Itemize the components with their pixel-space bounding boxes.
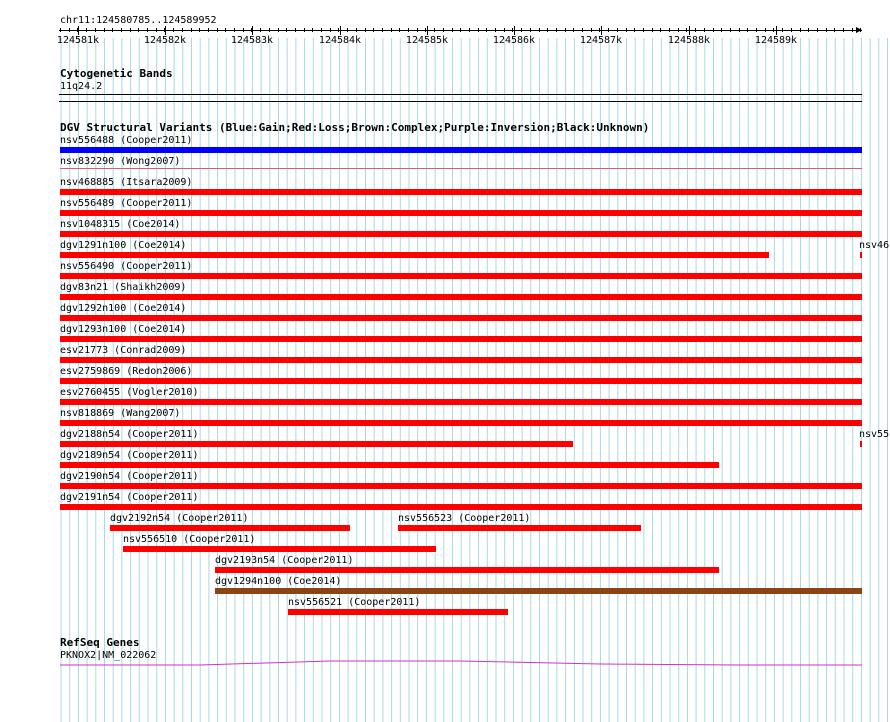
ruler-minor-tick [860, 28, 861, 32]
variant-bar[interactable] [60, 399, 862, 405]
ruler-tick-label: 124582k [143, 35, 187, 46]
ruler-minor-tick [556, 28, 557, 32]
ruler-minor-tick [512, 28, 513, 32]
cytoband-track-title[interactable]: Cytogenetic Bands [60, 67, 173, 80]
ruler-minor-tick [199, 28, 200, 32]
ruler-minor-tick [652, 28, 653, 32]
ruler-minor-tick [486, 28, 487, 32]
ruler-minor-tick [843, 28, 844, 32]
ruler-tick-label: 124581k [56, 35, 100, 46]
ruler-minor-tick [60, 28, 61, 32]
ruler-minor-tick [530, 28, 531, 32]
variant-bar[interactable] [60, 189, 862, 195]
ruler-minor-tick [617, 28, 618, 32]
ruler-minor-tick [417, 28, 418, 32]
variant-label[interactable]: dgv2188n54 (Cooper2011) [60, 429, 199, 440]
variant-bar[interactable] [110, 525, 350, 531]
ruler-minor-tick [721, 28, 722, 32]
cytoband-bar-top [59, 94, 862, 95]
variant-bar[interactable] [215, 567, 719, 573]
variant-label[interactable]: dgv2193n54 (Cooper2011) [215, 555, 354, 566]
variant-label[interactable]: nsv556489 (Cooper2011) [60, 198, 193, 209]
ruler-minor-tick [443, 28, 444, 32]
variant-bar[interactable] [60, 483, 862, 489]
variant-label[interactable]: esv2760455 (Vogler2010) [60, 387, 199, 398]
variant-bar[interactable] [60, 336, 862, 342]
ruler-minor-tick [243, 28, 244, 32]
ruler-minor-tick [112, 28, 113, 32]
ruler-tick-label: 124587k [579, 35, 623, 46]
ruler-minor-tick [217, 28, 218, 32]
variant-label[interactable]: nsv556521 (Cooper2011) [288, 597, 421, 608]
ruler-minor-tick [521, 28, 522, 32]
variant-label[interactable]: dgv1292n100 (Coe2014) [60, 303, 187, 314]
variant-label[interactable]: nsv556523 (Cooper2011) [398, 513, 531, 524]
ruler-minor-tick [460, 28, 461, 32]
variant-bar[interactable] [60, 252, 769, 258]
ruler-minor-tick [782, 28, 783, 32]
ruler-minor-tick [104, 28, 105, 32]
ruler-tick-mark [776, 26, 777, 35]
variant-bar[interactable] [60, 420, 862, 426]
ruler-minor-tick [852, 28, 853, 32]
variant-bar[interactable] [60, 378, 862, 384]
ruler-minor-tick [773, 28, 774, 32]
ruler-minor-tick [86, 28, 87, 32]
ruler-minor-tick [704, 28, 705, 32]
ruler-minor-tick [399, 28, 400, 32]
ruler-minor-tick [156, 28, 157, 32]
ruler-minor-tick [452, 28, 453, 32]
ruler-minor-tick [77, 28, 78, 32]
variant-label[interactable]: nsv556488 (Cooper2011) [60, 135, 193, 146]
ruler-minor-tick [626, 28, 627, 32]
ruler-minor-tick [643, 28, 644, 32]
cytoband-label: 11q24.2 [60, 81, 103, 92]
ruler-tick-label: 124589k [754, 35, 798, 46]
cytoband-bar-bottom [59, 101, 862, 102]
variant-bar-thin[interactable] [60, 168, 862, 169]
ruler-minor-tick [547, 28, 548, 32]
variant-bar-cutoff[interactable] [860, 252, 862, 258]
ruler-minor-tick [599, 28, 600, 32]
refseq-gene-model[interactable] [0, 655, 890, 675]
ruler-minor-tick [365, 28, 366, 32]
refseq-gene-label[interactable]: PKNOX2|NM_022062 [60, 650, 157, 661]
variant-bar[interactable] [60, 210, 862, 216]
ruler-minor-tick [278, 28, 279, 32]
refseq-track-title[interactable]: RefSeq Genes [60, 636, 140, 649]
ruler-minor-tick [330, 28, 331, 32]
ruler-minor-tick [686, 28, 687, 32]
variant-bar[interactable] [60, 231, 862, 237]
ruler-minor-tick [260, 28, 261, 32]
variant-label[interactable]: dgv83n21 (Shaikh2009) [60, 282, 187, 293]
dgv-track-title[interactable]: DGV Structural Variants (Blue:Gain;Red:Loss;Brown:Complex;Purple:Inversion;Black:Unknown) [60, 121, 650, 134]
variant-bar[interactable] [288, 609, 508, 615]
ruler-tick-label: 124588k [667, 35, 711, 46]
variant-label-cutoff[interactable]: nsv46 [859, 240, 890, 251]
ruler-minor-tick [191, 28, 192, 32]
ruler-minor-tick [234, 28, 235, 32]
ruler-minor-tick [208, 28, 209, 32]
ruler-tick-mark [689, 26, 690, 35]
variant-bar-cutoff[interactable] [860, 441, 862, 447]
ruler-minor-tick [478, 28, 479, 32]
ruler-minor-tick [660, 28, 661, 32]
variant-bar[interactable] [215, 588, 862, 594]
ruler-minor-tick [817, 28, 818, 32]
ruler-minor-tick [669, 28, 670, 32]
ruler-minor-tick [634, 28, 635, 32]
variant-bar[interactable] [60, 462, 719, 468]
ruler-tick-label: 124585k [405, 35, 449, 46]
ruler-tick-label: 124586k [492, 35, 536, 46]
variant-label[interactable]: dgv2192n54 (Cooper2011) [110, 513, 249, 524]
ruler-minor-tick [269, 28, 270, 32]
ruler-minor-tick [338, 28, 339, 32]
ruler-tick-mark [340, 26, 341, 35]
ruler-minor-tick [286, 28, 287, 32]
ruler-minor-tick [173, 28, 174, 32]
variant-label[interactable]: nsv468885 (Itsara2009) [60, 177, 193, 188]
ruler-minor-tick [95, 28, 96, 32]
ruler-minor-tick [739, 28, 740, 32]
variant-label[interactable]: nsv818869 (Wang2007) [60, 408, 181, 419]
variant-bar[interactable] [60, 315, 862, 321]
ruler-minor-tick [808, 28, 809, 32]
ruler-minor-tick [69, 28, 70, 32]
ruler-tick-label: 124584k [318, 35, 362, 46]
ruler-minor-tick [608, 28, 609, 32]
variant-bar[interactable] [60, 147, 862, 153]
ruler-minor-tick [495, 28, 496, 32]
ruler-minor-tick [391, 28, 392, 32]
variant-bar[interactable] [60, 294, 862, 300]
variant-label[interactable]: nsv832290 (Wong2007) [60, 156, 181, 167]
ruler-minor-tick [573, 28, 574, 32]
ruler-tick-label: 124583k [230, 35, 274, 46]
variant-bar[interactable] [60, 273, 862, 279]
ruler-minor-tick [130, 28, 131, 32]
ruler-minor-tick [678, 28, 679, 32]
variant-label[interactable]: dgv2190n54 (Cooper2011) [60, 471, 199, 482]
ruler-minor-tick [765, 28, 766, 32]
ruler-minor-tick [408, 28, 409, 32]
variant-label[interactable]: nsv556510 (Cooper2011) [123, 534, 256, 545]
variant-bar[interactable] [60, 357, 862, 363]
ruler-location: chr11:124580785..124589952 [60, 15, 217, 26]
variant-label[interactable]: dgv1293n100 (Coe2014) [60, 324, 187, 335]
variant-label[interactable]: nsv556490 (Cooper2011) [60, 261, 193, 272]
ruler-minor-tick [304, 28, 305, 32]
ruler-minor-tick [713, 28, 714, 32]
ruler-minor-tick [730, 28, 731, 32]
ruler-minor-tick [138, 28, 139, 32]
ruler-tick-mark [514, 26, 515, 35]
ruler-minor-tick [582, 28, 583, 32]
ruler-minor-tick [469, 28, 470, 32]
ruler-minor-tick [434, 28, 435, 32]
ruler-minor-tick [382, 28, 383, 32]
ruler-minor-tick [695, 28, 696, 32]
ruler-minor-tick [121, 28, 122, 32]
ruler-minor-tick [312, 28, 313, 32]
ruler-minor-tick [425, 28, 426, 32]
ruler-minor-tick [147, 28, 148, 32]
ruler-minor-tick [164, 28, 165, 32]
ruler-minor-tick [565, 28, 566, 32]
ruler-minor-tick [356, 28, 357, 32]
variant-bar[interactable] [60, 441, 573, 447]
ruler-minor-tick [321, 28, 322, 32]
ruler-minor-tick [539, 28, 540, 32]
variant-bar[interactable] [123, 546, 436, 552]
variant-bar[interactable] [398, 525, 641, 531]
ruler-minor-tick [791, 28, 792, 32]
variant-label[interactable]: dgv1294n100 (Coe2014) [215, 576, 342, 587]
ruler-minor-tick [225, 28, 226, 32]
variant-label-cutoff[interactable]: nsv55 [859, 429, 890, 440]
ruler-minor-tick [504, 28, 505, 32]
variant-label[interactable]: esv2759869 (Redon2006) [60, 366, 193, 377]
ruler-minor-tick [373, 28, 374, 32]
ruler-tick-mark [427, 26, 428, 35]
ruler-minor-tick [295, 28, 296, 32]
ruler-minor-tick [800, 28, 801, 32]
ruler-minor-tick [347, 28, 348, 32]
ruler-minor-tick [251, 28, 252, 32]
variant-label[interactable]: dgv2189n54 (Cooper2011) [60, 450, 199, 461]
variant-bar[interactable] [60, 504, 862, 510]
ruler-minor-tick [826, 28, 827, 32]
variant-label[interactable]: nsv1048315 (Coe2014) [60, 219, 181, 230]
ruler-minor-tick [834, 28, 835, 32]
variant-label[interactable]: dgv1291n100 (Coe2014) [60, 240, 187, 251]
ruler-minor-tick [747, 28, 748, 32]
ruler-minor-tick [756, 28, 757, 32]
variant-label[interactable]: esv21773 (Conrad2009) [60, 345, 187, 356]
ruler-tick-mark [601, 26, 602, 35]
variant-label[interactable]: dgv2191n54 (Cooper2011) [60, 492, 199, 503]
ruler-minor-tick [591, 28, 592, 32]
ruler-minor-tick [182, 28, 183, 32]
